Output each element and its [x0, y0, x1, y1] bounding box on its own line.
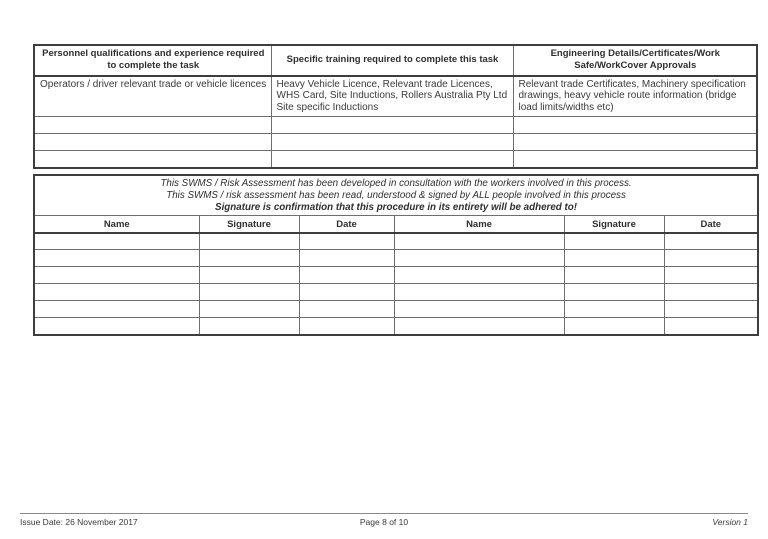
empty-cell: [299, 267, 394, 284]
signoff-table: [33, 174, 759, 336]
empty-cell: [271, 134, 513, 151]
empty-cell: [664, 301, 758, 318]
empty-cell: [34, 318, 199, 335]
consultation-line-2: This SWMS / risk assessment has been read, understood & signed by ALL people involved in this process: [166, 189, 626, 201]
empty-cell: [394, 250, 564, 267]
empty-cell: [394, 233, 564, 250]
empty-cell: [564, 267, 664, 284]
column-header-date-1: Date: [299, 216, 394, 233]
empty-cell: [199, 233, 299, 250]
column-header-name-1: Name: [34, 216, 199, 233]
empty-cell: [564, 284, 664, 301]
empty-cell: [34, 233, 199, 250]
empty-cell: [34, 301, 199, 318]
empty-cell: [199, 284, 299, 301]
empty-cell: [34, 134, 271, 151]
empty-cell: [34, 117, 271, 134]
qualifications-empty-row: [34, 151, 757, 168]
empty-cell: [664, 284, 758, 301]
empty-cell: [394, 318, 564, 335]
signoff-empty-row: [34, 233, 758, 250]
cell-training: Heavy Vehicle Licence, Relevant trade Licences, WHS Card, Site Inductions, Rollers Australia Pty Ltd Site specific Inductions: [271, 76, 513, 117]
empty-cell: [513, 117, 757, 134]
empty-cell: [664, 318, 758, 335]
empty-cell: [34, 284, 199, 301]
qualifications-empty-row: [34, 117, 757, 134]
footer-issue-date: Issue Date: 26 November 2017: [20, 517, 138, 527]
empty-cell: [394, 301, 564, 318]
page-footer: [20, 513, 748, 527]
empty-cell: [271, 151, 513, 168]
signoff-empty-row: [34, 301, 758, 318]
qualifications-header-row: [34, 45, 757, 76]
footer-page-number: Page 8 of 10: [359, 517, 409, 527]
empty-cell: [664, 267, 758, 284]
empty-cell: [564, 318, 664, 335]
empty-cell: [199, 267, 299, 284]
header-engineering-details: Engineering Details/Certificates/Work Safe/WorkCover Approvals: [513, 45, 757, 76]
empty-cell: [34, 267, 199, 284]
qualifications-content-row: [34, 76, 757, 117]
empty-cell: [34, 151, 271, 168]
signoff-empty-row: [34, 318, 758, 335]
cell-personnel: Operators / driver relevant trade or vehicle licences: [34, 76, 271, 117]
qualifications-empty-row: [34, 134, 757, 151]
empty-cell: [664, 233, 758, 250]
column-header-signature-1: Signature: [199, 216, 299, 233]
empty-cell: [299, 233, 394, 250]
empty-cell: [199, 301, 299, 318]
empty-cell: [394, 267, 564, 284]
consultation-line-1: This SWMS / Risk Assessment has been developed in consultation with the workers involved in this process.: [160, 178, 632, 189]
empty-cell: [664, 250, 758, 267]
signoff-empty-row: [34, 284, 758, 301]
empty-cell: [199, 318, 299, 335]
signoff-column-header-row: [34, 216, 758, 233]
empty-cell: [299, 318, 394, 335]
signoff-empty-row: [34, 267, 758, 284]
column-header-name-2: Name: [394, 216, 564, 233]
empty-cell: [299, 301, 394, 318]
empty-cell: [564, 301, 664, 318]
empty-cell: [564, 250, 664, 267]
empty-cell: [394, 284, 564, 301]
qualifications-table: [33, 44, 758, 169]
empty-cell: [299, 250, 394, 267]
footer-version: Version 1: [712, 517, 748, 527]
empty-cell: [299, 284, 394, 301]
empty-cell: [34, 250, 199, 267]
empty-cell: [513, 151, 757, 168]
column-header-signature-2: Signature: [564, 216, 664, 233]
consultation-line-3: Signature is confirmation that this procedure in its entirety will be adhered to!: [215, 201, 578, 213]
header-personnel-qualifications: Personnel qualifications and experience required to complete the task: [34, 45, 271, 76]
empty-cell: [564, 233, 664, 250]
empty-cell: [199, 250, 299, 267]
consultation-statement-cell: [34, 175, 758, 216]
empty-cell: [271, 117, 513, 134]
consultation-statement-row: [34, 175, 758, 216]
column-header-date-2: Date: [664, 216, 758, 233]
signoff-empty-row: [34, 250, 758, 267]
empty-cell: [513, 134, 757, 151]
header-specific-training: Specific training required to complete this task: [271, 45, 513, 76]
cell-engineering: Relevant trade Certificates, Machinery specification drawings, heavy vehicle route information (bridge load limits/widths etc): [513, 76, 757, 117]
